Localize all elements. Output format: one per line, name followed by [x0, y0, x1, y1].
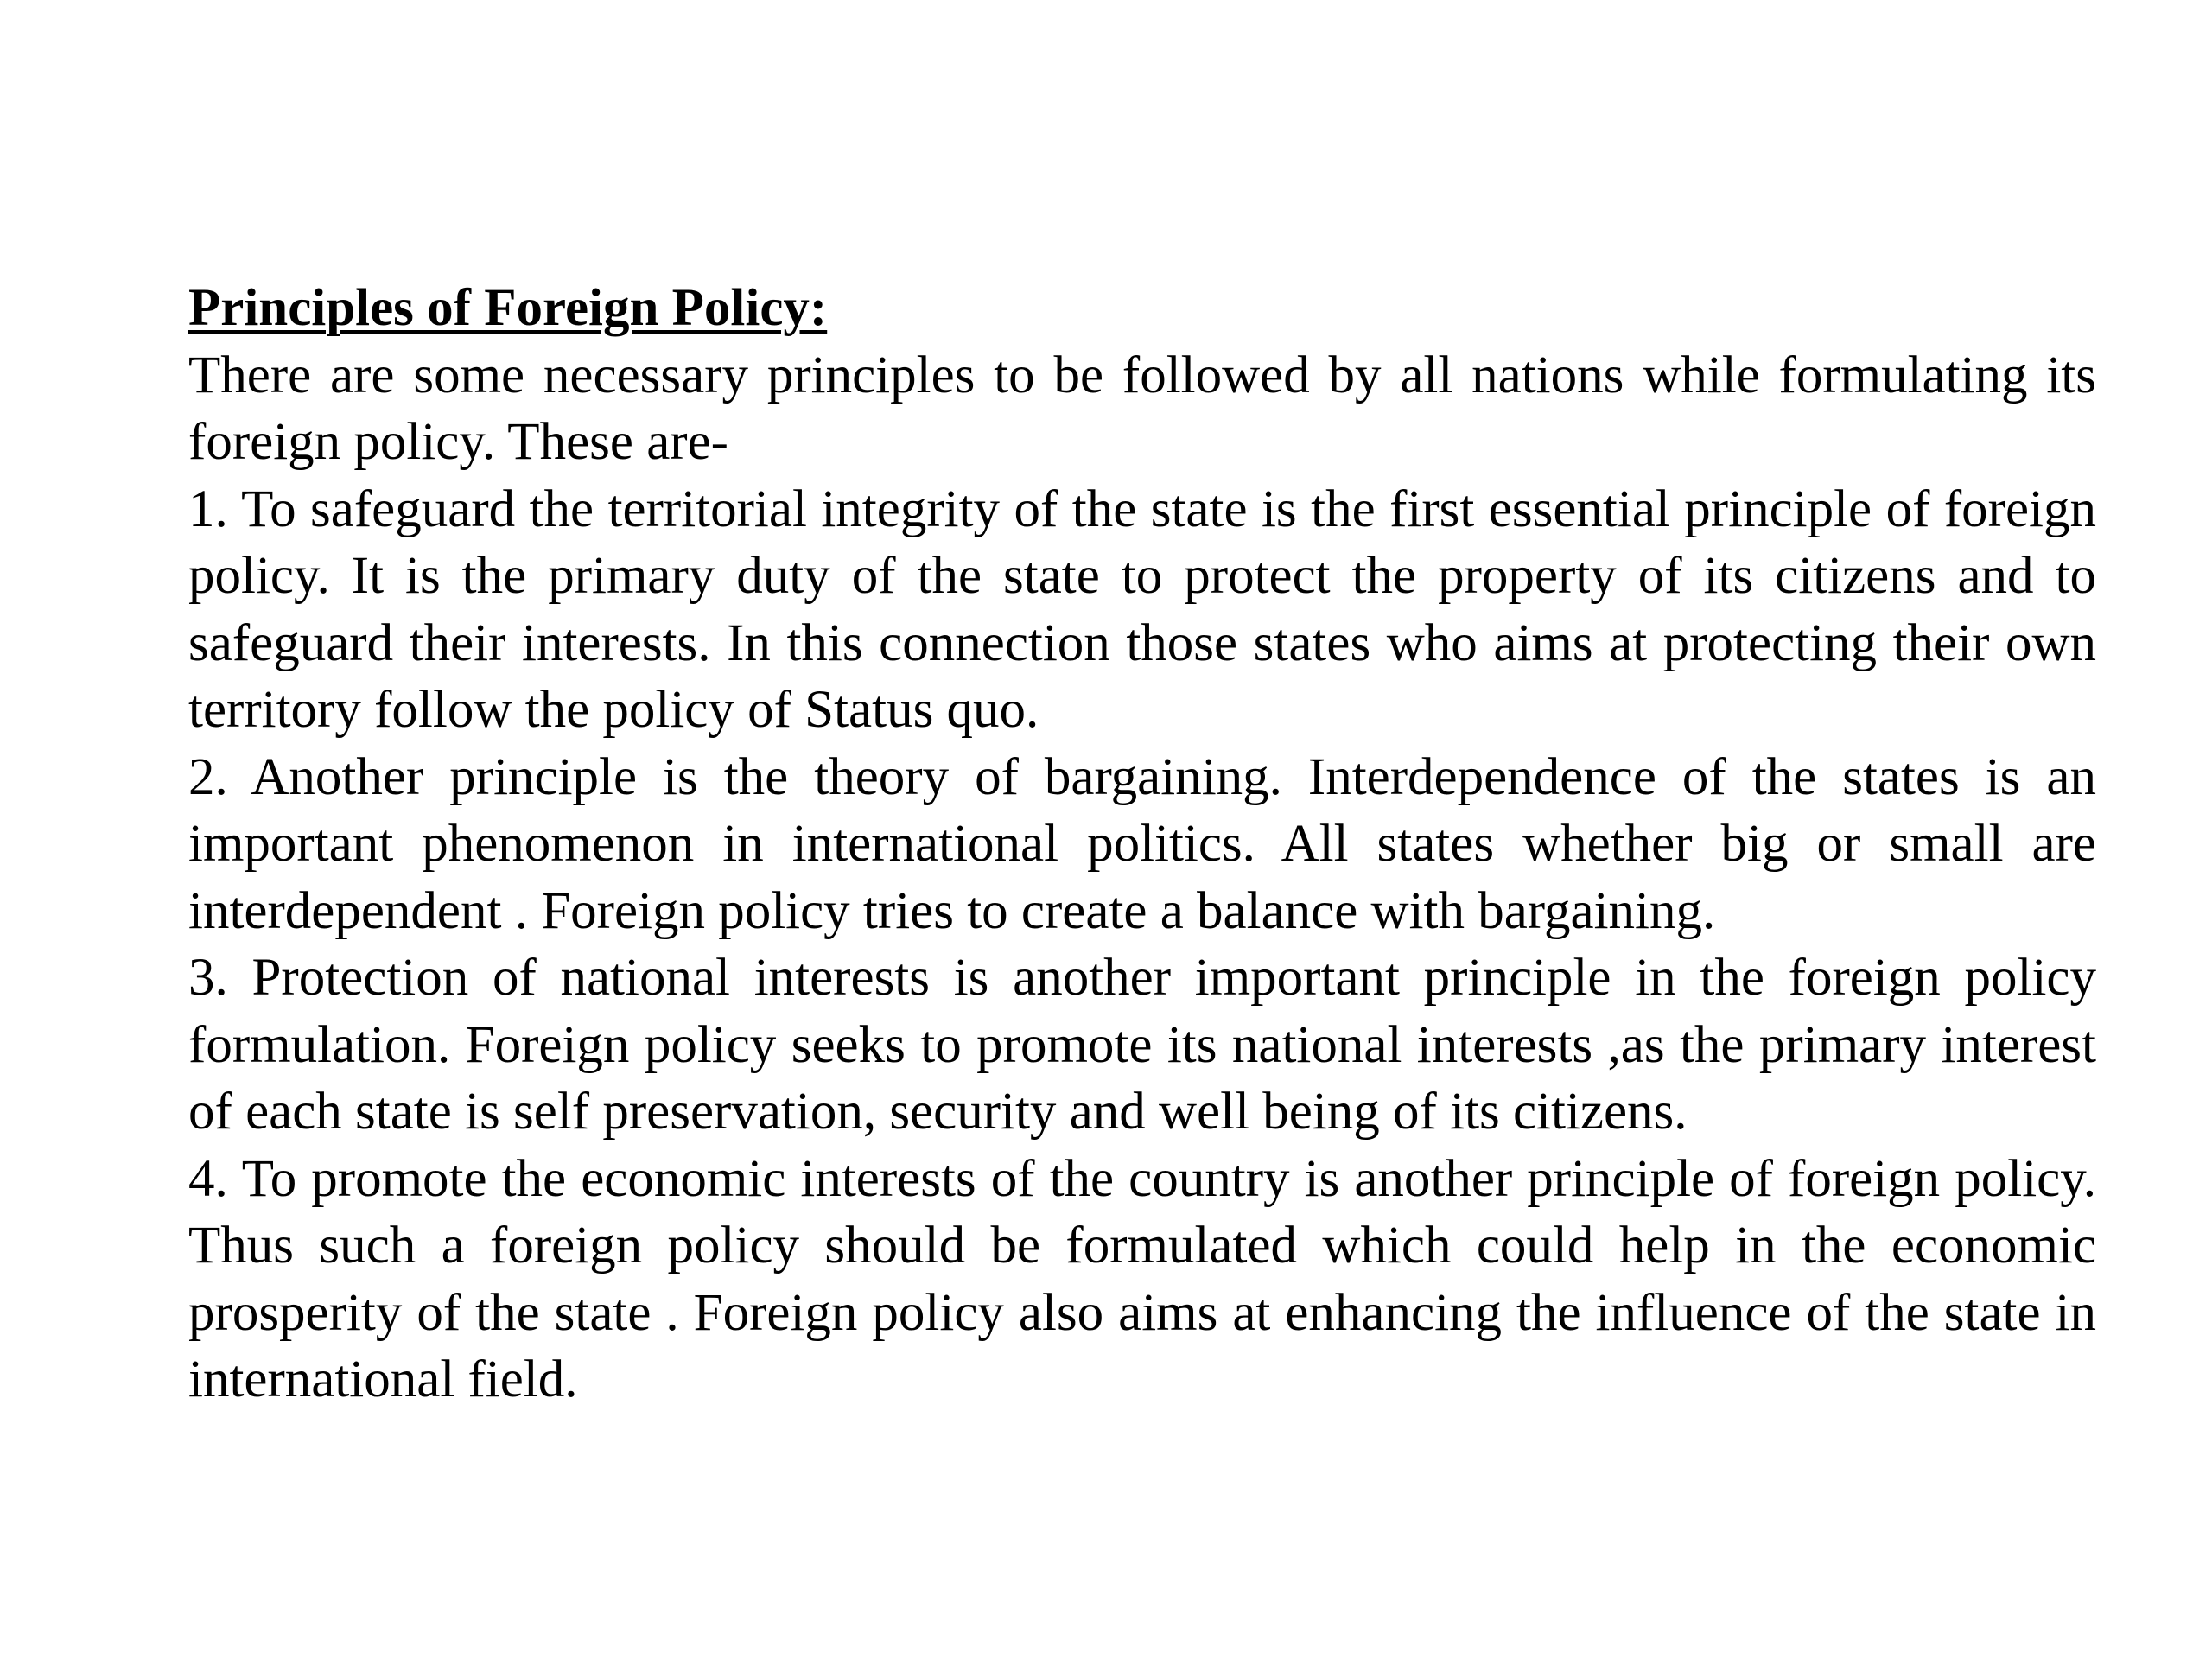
- intro-paragraph: There are some necessary principles to be followed by all nations while formulating its foreign policy. These are-: [188, 346, 2096, 471]
- document-body: [188, 275, 2096, 1414]
- principle-2-paragraph: 2. Another principle is the theory of bargaining. Interdependence of the states is an important phenomenon in international politics. All states whether big or small are interdependent . Foreign policy tries to create a balance with bargaining.: [188, 747, 2096, 940]
- principle-1-paragraph: 1. To safeguard the territorial integrity of the state is the first essential principle of foreign policy. It is the primary duty of the state to protect the property of its citizens and to safeguard their interests. In this connection those states who aims at protecting their own territory follow the policy of Status quo.: [188, 480, 2096, 739]
- principle-3-paragraph: 3. Protection of national interests is another important principle in the foreign policy formulation. Foreign policy seeks to promote its national interests ,as the primary interest of each state is self preservation, security and well being of its citizens.: [188, 949, 2096, 1141]
- principle-4-paragraph: 4. To promote the economic interests of the country is another principle of foreign policy. Thus such a foreign policy should be formulated which could help in the economic prosperity of the state . Foreign policy also aims at enhancing the influence of the state in international field.: [188, 1149, 2096, 1408]
- document-heading: Principles of Foreign Policy:: [188, 279, 828, 337]
